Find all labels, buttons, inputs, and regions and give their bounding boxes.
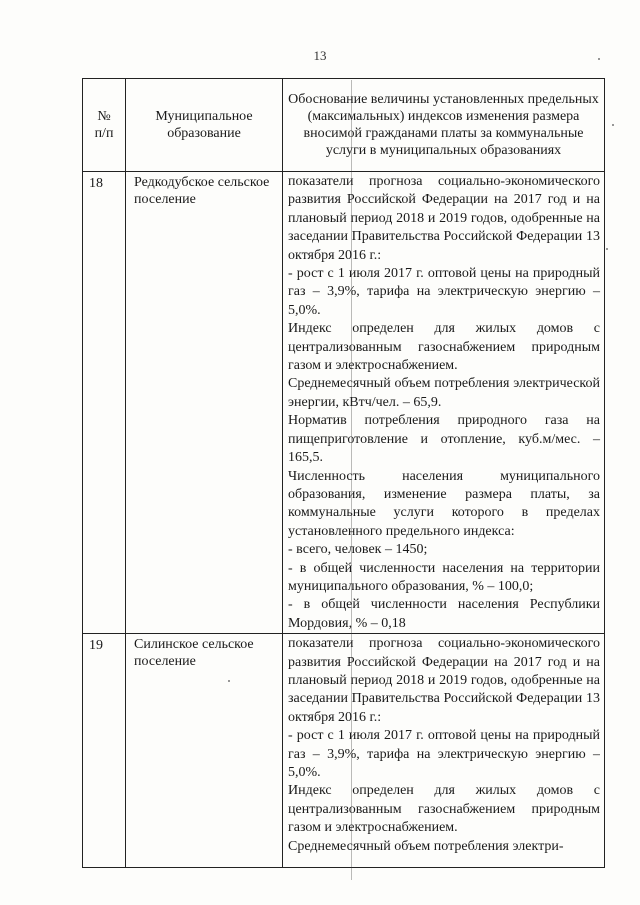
header-municipality [126,79,283,172]
justification-paragraph: Среднемесячный объем потребления электри- [288,838,564,854]
scan-speck [612,124,614,126]
justification-paragraph: Норматив потребления природного газа на пищеприготовление и отопление, куб.м/мес. – 165,5. [288,413,600,466]
header-justification [283,79,605,172]
header-num-label: № п/п [94,109,114,141]
justification-paragraph: - всего, человек – 1450; [288,542,428,558]
justification-continued [288,635,600,866]
justification-paragraph: Численность населения муниципального образования, изменение размера платы, за коммунальные услуги которого в пределах установленного предельного индекса: [288,468,600,539]
header-num [83,79,126,172]
table-header-row [83,79,605,172]
scan-speck [228,680,230,682]
page-number: 13 [313,48,327,63]
table-row [83,172,605,634]
scan-artifact-line [351,80,352,880]
justification-paragraph: - в общей численности населения на территории муниципального образования, % – 100,0; [288,560,600,594]
header-municipality-label: Муниципальное образование [155,109,253,141]
row-municipality: Редкодубское сельское поселение [126,172,283,634]
justification-paragraph: показатели прогноза социально-экономического развития Российской Федерации на 2017 год и на плановый период 2018 и 2019 годов, одобренные на заседании Правительства Российской Федерации 13 октября 2016 г.: [288,636,600,725]
row-justification [283,172,605,634]
row-number: 19 [83,634,126,868]
justification-paragraph: Среднемесячный объем потребления электрической энергии, кВтч/чел. – 65,9. [288,376,600,410]
justification-table [82,78,605,868]
justification-paragraph: Индекс определен для жилых домов с централизованным газоснабжением природным газом и электроснабжением. [288,321,600,374]
justification-paragraph: показатели прогноза социально-экономического развития Российской Федерации на 2017 год и на плановый период 2018 и 2019 годов, одобренные на заседании Правительства Российской Федерации 13 октября 2016 г.: [288,174,600,263]
header-justification-label: Обоснование величины установленных предельных (максимальных) индексов изменения размера вносимой гражданами платы за коммунальные услуги в муниципальных образованиях [288,92,599,158]
scan-speck [598,58,600,60]
scan-speck [606,248,608,250]
row-municipality: Силинское сельское поселение [126,634,283,868]
justification-paragraph: - рост с 1 июля 2017 г. оптовой цены на природный газ – 3,9%, тарифа на электрическую энергию – 5,0%. [288,728,600,780]
row-justification [283,634,605,868]
justification-paragraph: - в общей численности населения Республики Мордовия, % – 0,18 [288,597,600,631]
justification-paragraph: - рост с 1 июля 2017 г. оптовой цены на природный газ – 3,9%, тарифа на электрическую энергию – 5,0%. [288,266,600,318]
justification-paragraph: Индекс определен для жилых домов с централизованным газоснабжением природным газом и электроснабжением. [288,783,600,836]
row-number: 18 [83,172,126,634]
table-row [83,634,605,868]
